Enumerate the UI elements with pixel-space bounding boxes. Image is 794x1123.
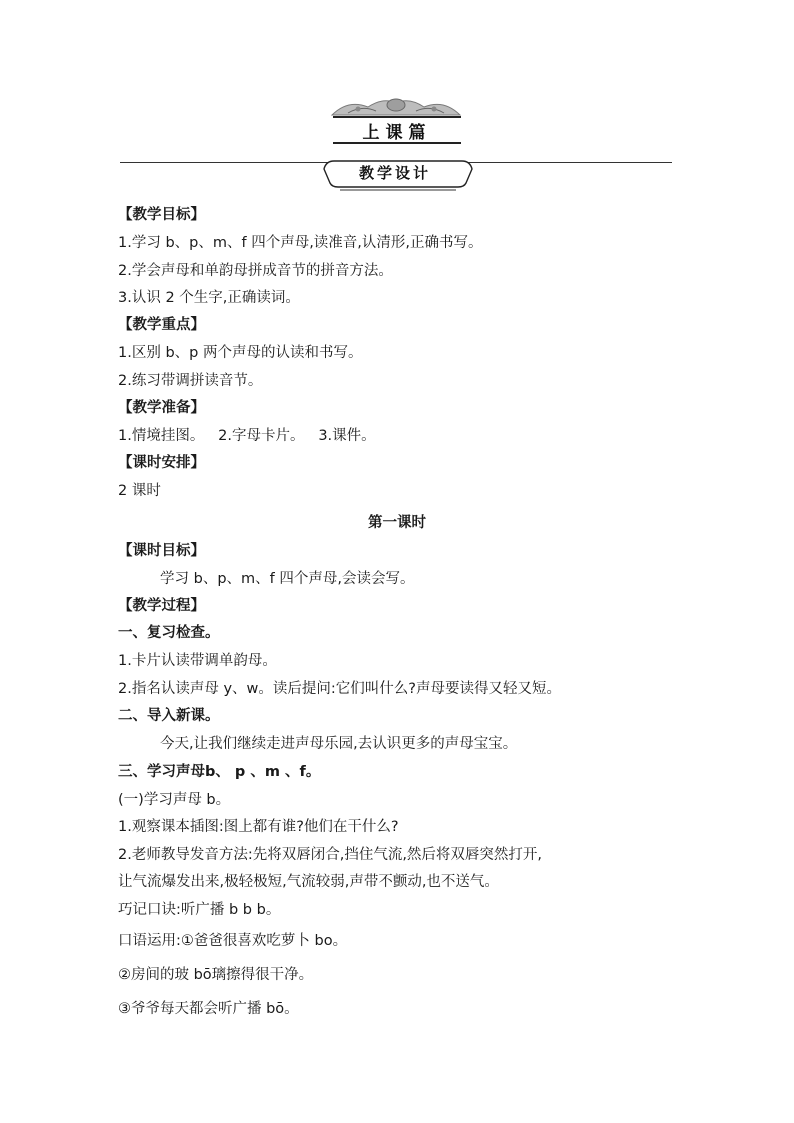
usage-line: ②房间的玻 bō璃擦得很干净。	[118, 967, 314, 983]
section-label: 教学设计	[358, 163, 431, 182]
step-line: 今天,让我们继续走进声母乐园,去认识更多的声母宝宝。	[160, 736, 518, 752]
step-line: 2.老师教导发音方法:先将双唇闭合,挡住气流,然后将双唇突然打开,	[118, 847, 543, 863]
schedule-heading: 【课时安排】	[118, 455, 205, 471]
mnemonic-line: 巧记口诀:听广播 b b b。	[118, 902, 281, 918]
lesson-title: 第一课时	[368, 515, 426, 531]
step-heading: 二、导入新课。	[118, 708, 220, 724]
lesson-goal-line: 学习 b、p、m、f 四个声母,会读会写。	[160, 571, 415, 587]
usage-line: ③爷爷每天都会听广播 bō。	[118, 1001, 299, 1017]
step-line: 1.卡片认读带调单韵母。	[118, 653, 277, 669]
step-line: 2.指名认读声母 y、w。读后提问:它们叫什么?声母要读得又轻又短。	[118, 681, 561, 697]
title-banner	[333, 116, 461, 144]
objective-item: 2.学会声母和单韵母拼成音节的拼音方法。	[118, 263, 393, 279]
usage-line: 口语运用:①爸爸很喜欢吃萝卜 bo。	[118, 933, 348, 949]
page-title: 上课篇	[362, 122, 432, 143]
schedule-line: 2 课时	[118, 483, 161, 499]
step-heading: 一、复习检查。	[118, 625, 220, 641]
prep-line: 1.情境挂图。 2.字母卡片。 3.课件。	[118, 428, 376, 444]
objective-item: 3.认识 2 个生字,正确读词。	[118, 290, 300, 306]
objectives-heading: 【教学目标】	[118, 207, 205, 223]
header-ornament	[328, 95, 464, 117]
step-subheading: (一)学习声母 b。	[118, 792, 231, 808]
keypoint-item: 1.区别 b、p 两个声母的认读和书写。	[118, 345, 363, 361]
keypoint-item: 2.练习带调拼读音节。	[118, 373, 263, 389]
lesson-goal-heading: 【课时目标】	[118, 543, 205, 559]
step-line: 1.观察课本插图:图上都有谁?他们在干什么?	[118, 819, 399, 835]
objective-item: 1.学习 b、p、m、f 四个声母,读准音,认清形,正确书写。	[118, 235, 483, 251]
prep-heading: 【教学准备】	[118, 400, 205, 416]
keypoints-heading: 【教学重点】	[118, 317, 205, 333]
step-heading: 三、学习声母b、 p 、m 、f。	[118, 764, 321, 780]
process-heading: 【教学过程】	[118, 598, 205, 614]
step-line: 让气流爆发出来,极轻极短,气流较弱,声带不颤动,也不送气。	[118, 874, 499, 890]
